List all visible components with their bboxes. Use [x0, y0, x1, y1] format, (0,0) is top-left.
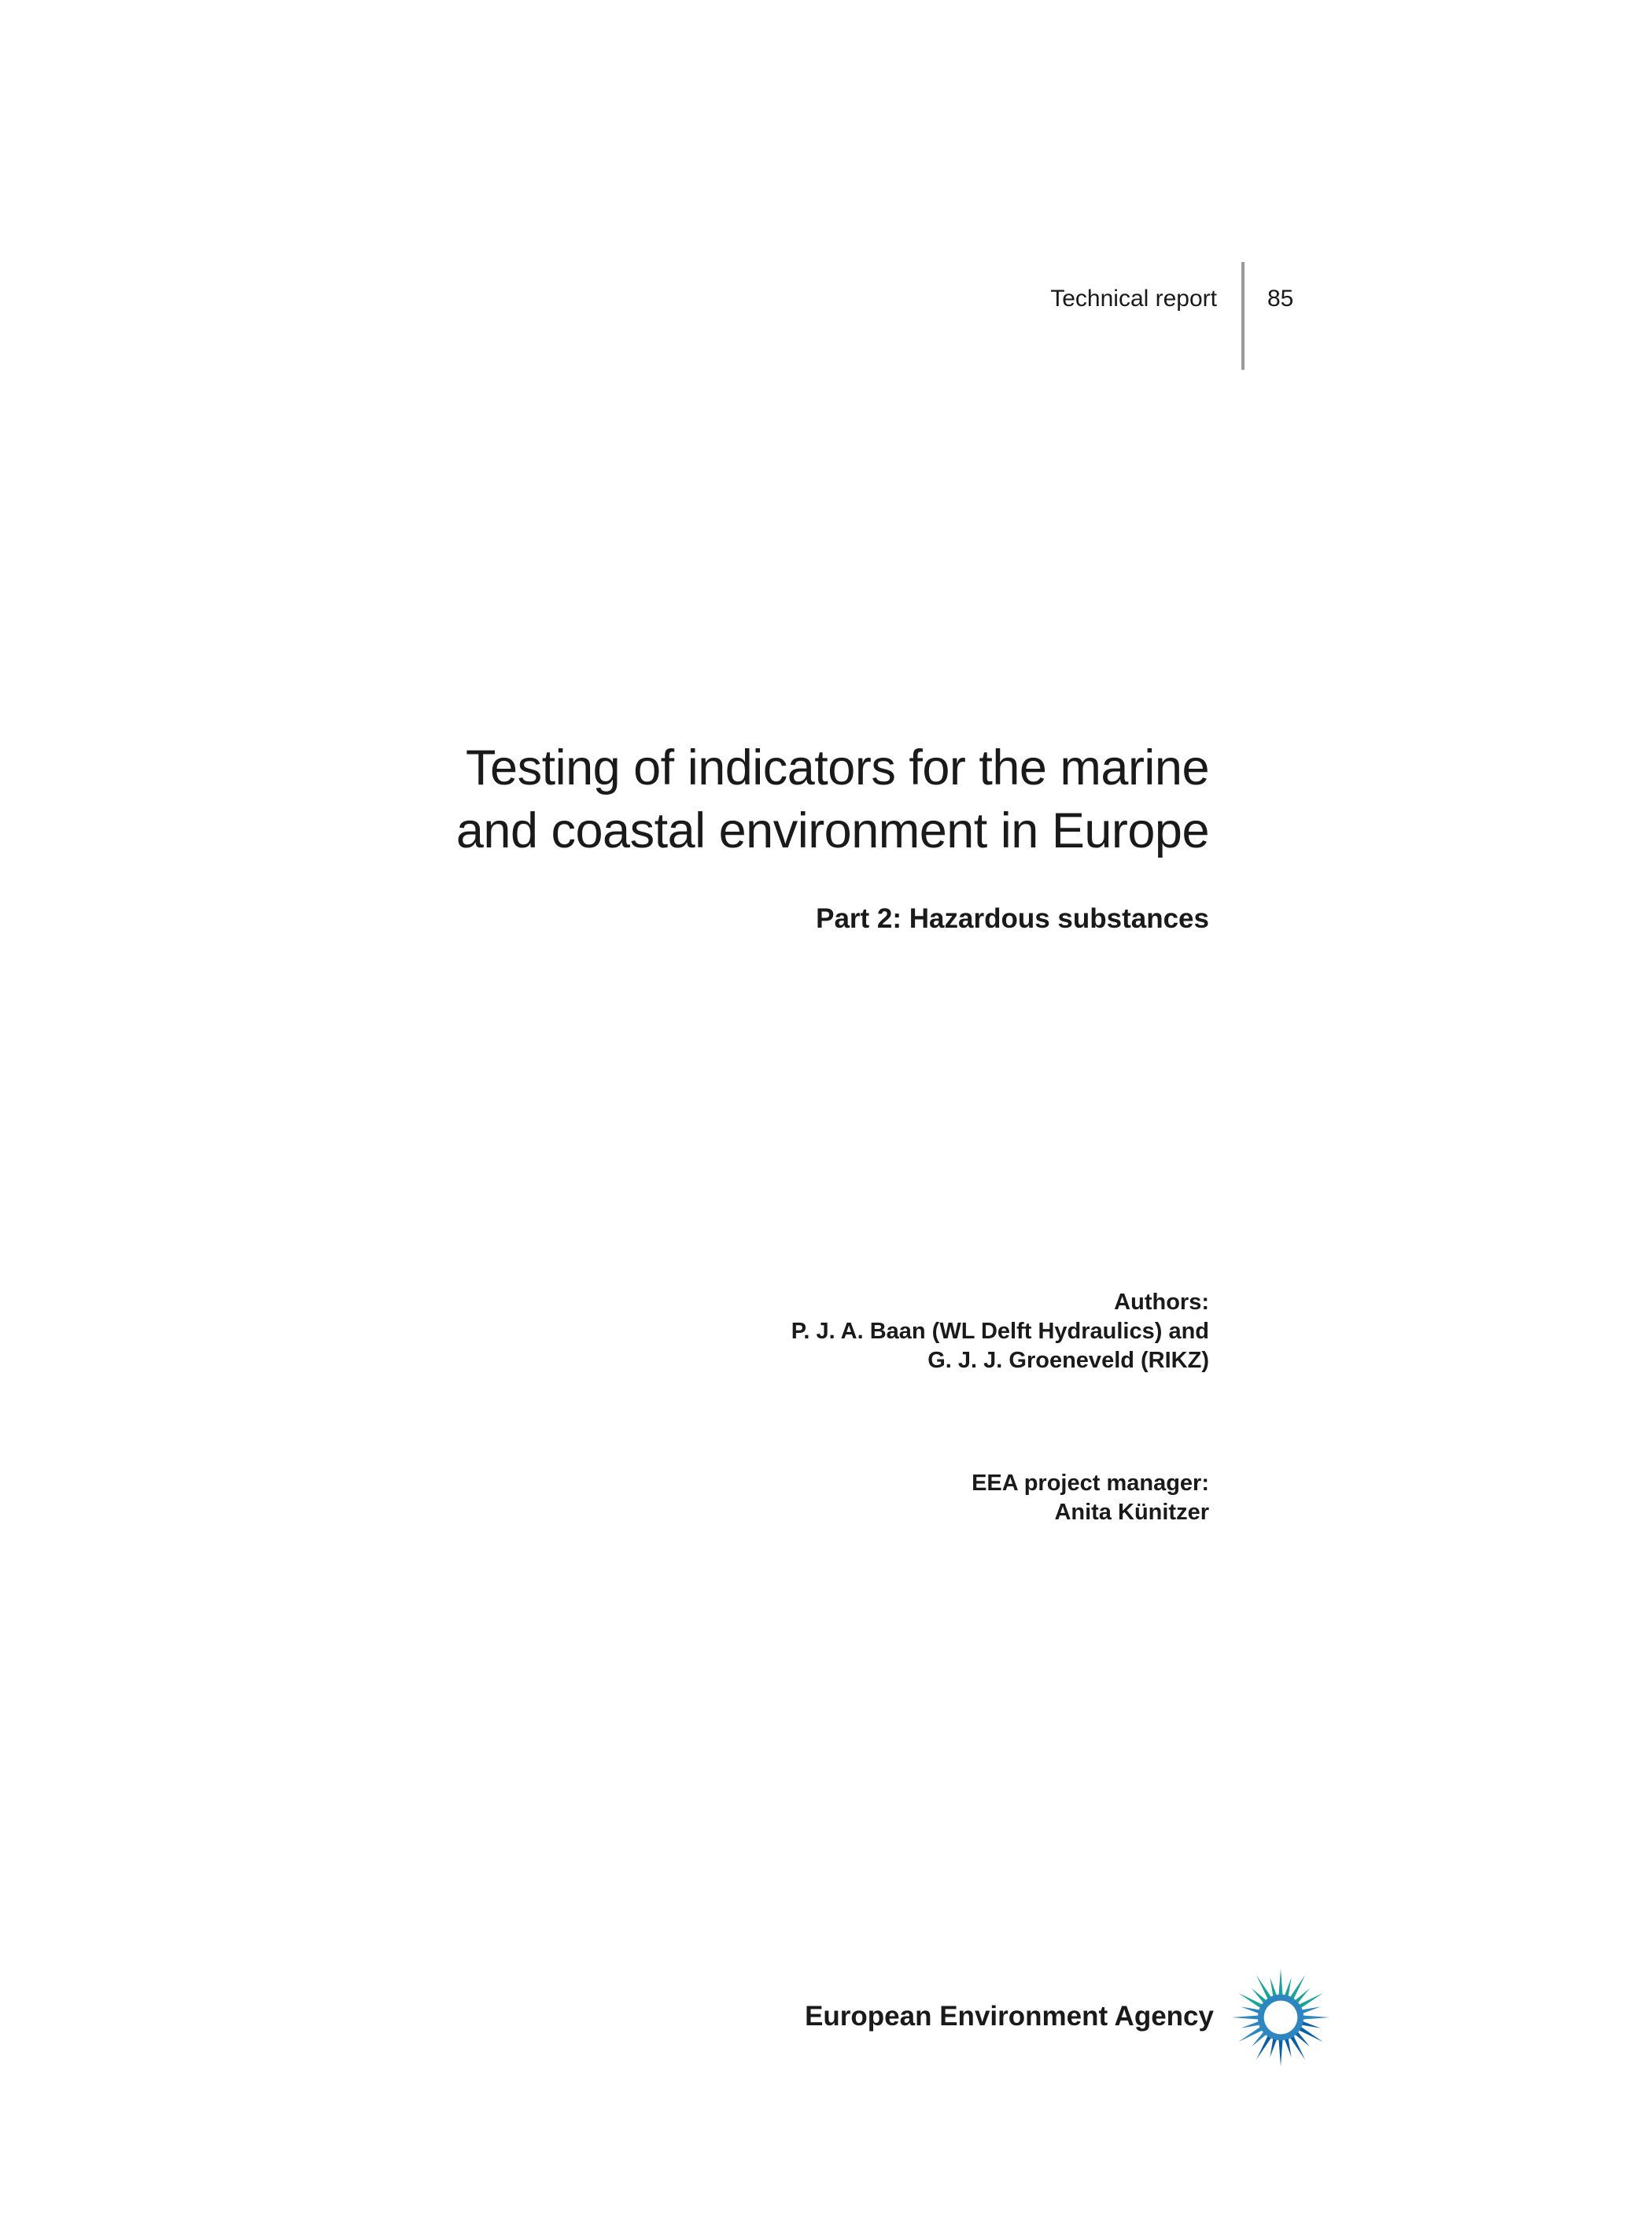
project-manager-heading: EEA project manager: — [972, 1471, 1209, 1496]
logo-ray — [1278, 2037, 1283, 2066]
logo-ray — [1278, 1969, 1283, 1998]
logo-ray — [1232, 2015, 1261, 2020]
project-manager-block — [972, 1469, 1209, 1527]
agency-name: European Environment Agency — [805, 2001, 1214, 2032]
authors-line-1: P. J. A. Baan (WL Delft Hydraulics) and — [791, 1319, 1209, 1344]
series-number: 85 — [1267, 286, 1294, 312]
authors-line-2: G. J. J. Groeneveld (RIKZ) — [927, 1348, 1209, 1373]
project-manager-name: Anita Künitzer — [1054, 1500, 1209, 1525]
authors-block — [791, 1288, 1209, 1375]
logo-ray — [1300, 2015, 1329, 2020]
series-divider — [1241, 262, 1245, 370]
title-line-2: and coastal environment in Europe — [455, 803, 1209, 858]
title-line-1: Testing of indicators for the marine — [466, 740, 1209, 795]
report-title — [265, 736, 1209, 862]
report-subtitle: Part 2: Hazardous substances — [816, 903, 1209, 934]
authors-heading: Authors: — [1114, 1290, 1209, 1315]
eea-sun-logo-icon — [1227, 1964, 1334, 2071]
series-label: Technical report — [1050, 286, 1217, 312]
